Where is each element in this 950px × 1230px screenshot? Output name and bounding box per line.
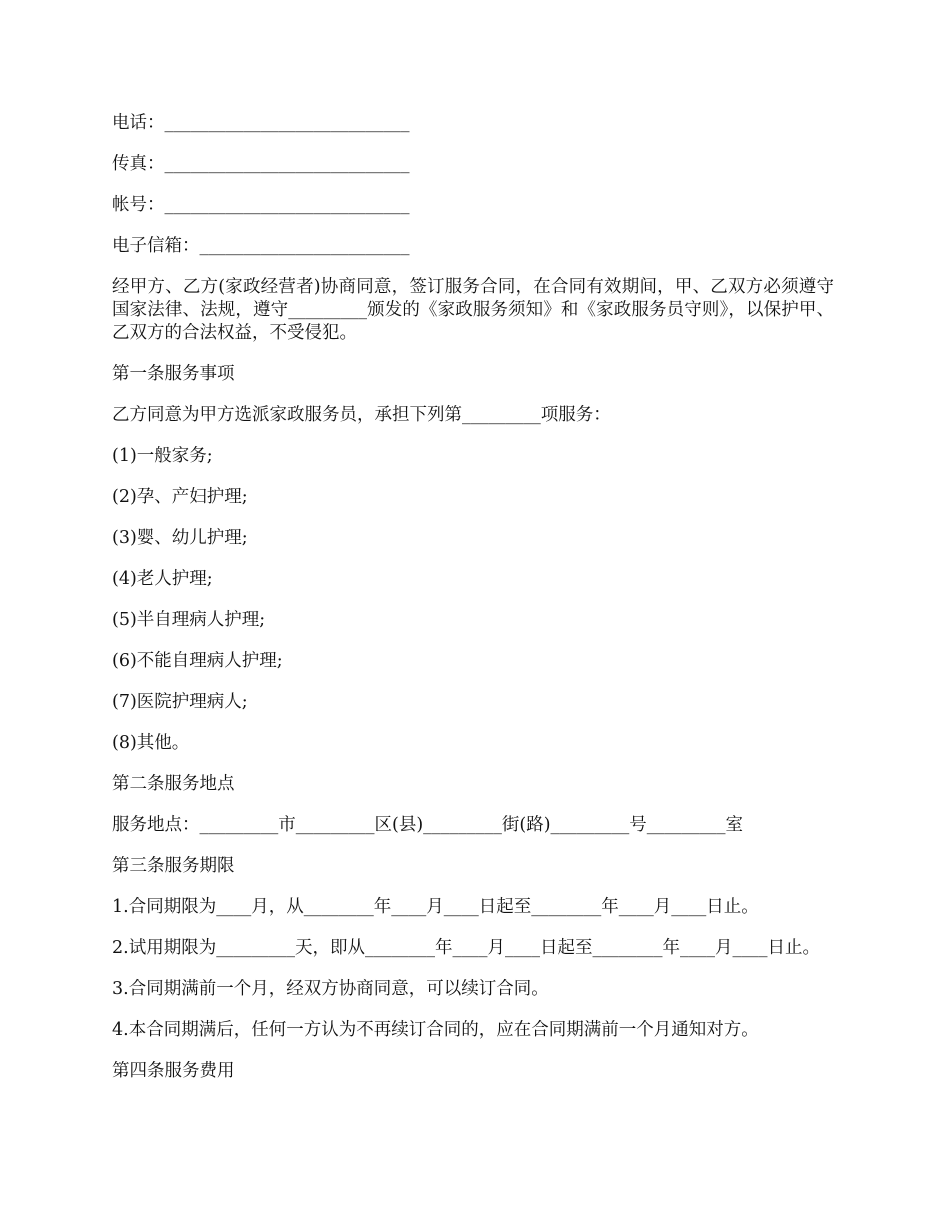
term-clause: 1.合同期限为____月，从________年____月____日起至________年____月____日止。 [112,897,759,917]
service-location-line: 服务地点：_________市_________区(县)_________街(路)_________号_________室 [112,815,744,835]
service-item: (4)老人护理; [112,569,213,589]
term-clause: 3.合同期满前一个月，经双方协商同意，可以续订合同。 [112,979,549,999]
article4-title: 第四条服务费用 [112,1061,235,1081]
intro-paragraph: 经甲方、乙方(家政经营者)协商同意，签订服务合同，在合同有效期间，甲、乙双方必须遵守国家法律、法规，遵守_________颁发的《家政服务须知》和《家政服务员守则》，以保护甲、乙双方的合法权益，不受侵犯。 [112,277,834,343]
article1-title: 第一条服务事项 [112,364,235,384]
service-item: (2)孕、产妇护理; [112,487,248,507]
term-clause: 4.本合同期满后，任何一方认为不再续订合同的，应在合同期满前一个月通知对方。 [112,1020,759,1040]
service-item: (3)婴、幼儿护理; [112,528,248,548]
phone-line: 电话：____________________________ [112,113,410,133]
account-line: 帐号：____________________________ [112,195,410,215]
service-item: (8)其他。 [112,733,190,753]
email-line: 电子信箱：________________________ [112,236,410,256]
article1-desc: 乙方同意为甲方选派家政服务员，承担下列第_________项服务： [112,405,611,425]
article2-title: 第二条服务地点 [112,774,235,794]
service-item: (5)半自理病人护理; [112,610,266,630]
term-clause: 2.试用期限为_________天，即从________年____月____日起至________年____月____日止。 [112,938,820,958]
fax-line: 传真：____________________________ [112,154,410,174]
service-item: (6)不能自理病人护理; [112,651,283,671]
article3-title: 第三条服务期限 [112,856,235,876]
service-item: (1)一般家务; [112,446,213,466]
service-item: (7)医院护理病人; [112,692,248,712]
